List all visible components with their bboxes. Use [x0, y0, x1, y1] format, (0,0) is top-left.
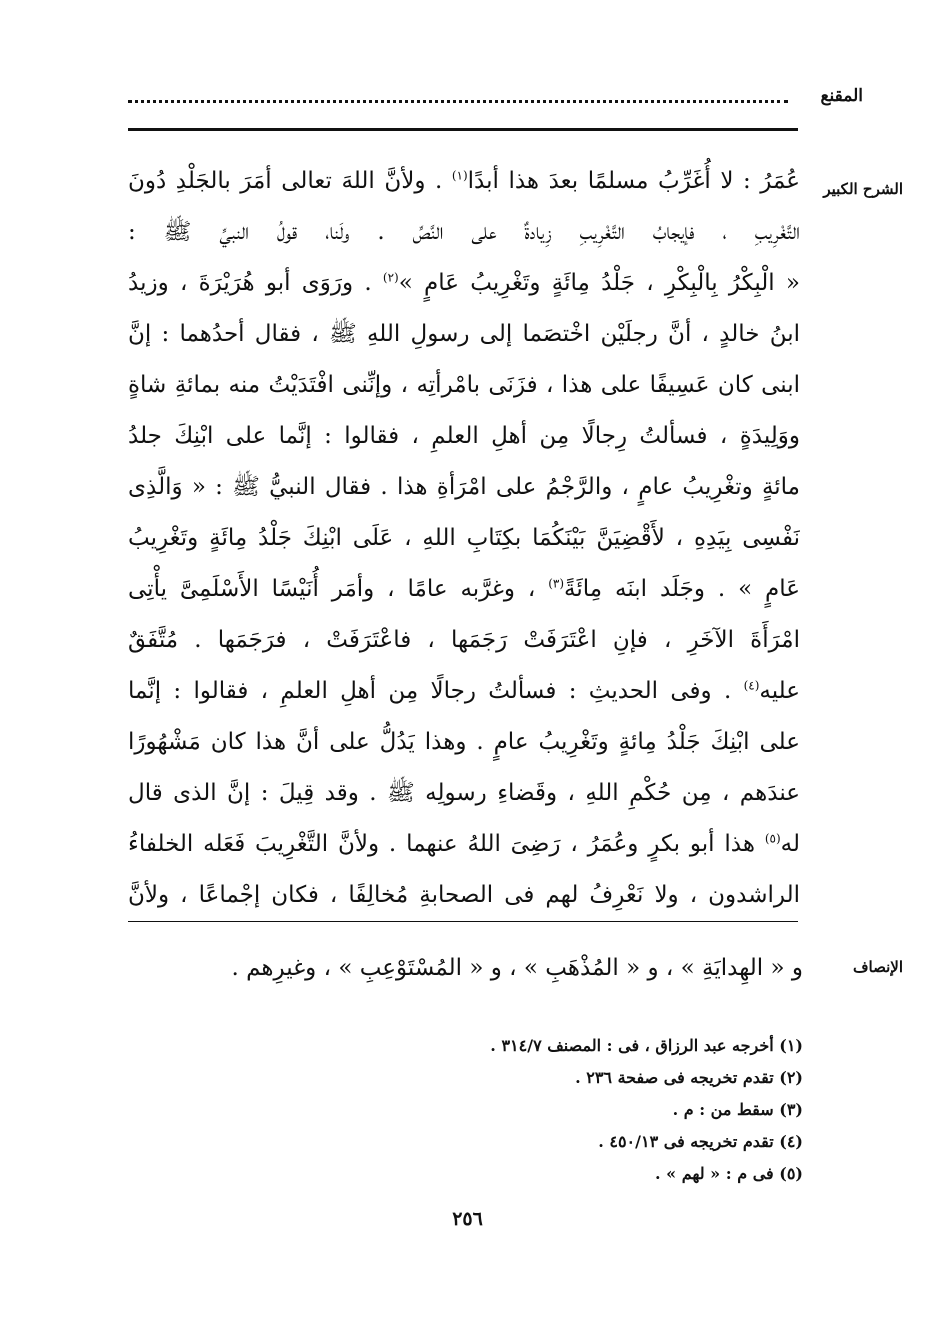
body-line — [128, 768, 800, 819]
body-line — [128, 615, 800, 666]
body-line-text: على ابْنِكَ جَلْدُ مِائةٍ وتَغْرِيبُ عامٍ . وهذا يَدُلُّ على أنَّ هذا كان مَشْهُورًا — [128, 729, 800, 755]
header-rule — [128, 128, 798, 131]
body-line-text: عَامٍ » . وجَلَد ابنَه مِائَةً — [564, 576, 800, 602]
body-line — [128, 360, 800, 411]
footnote: (٤) تقدم تخريجه فى ٤٥٠/١٣ . — [598, 1132, 803, 1151]
footnote: (٥) فى م : « لهم » . — [655, 1164, 803, 1183]
footnote-ref[interactable]: (٥) — [764, 831, 781, 846]
body-line-text: ، وغرَّبه عامًا ، وأمَر أُنَيْسًا الأَسْلَمِىَّ يأْتِى — [128, 576, 549, 602]
footnote-ref[interactable]: (٢) — [382, 270, 399, 285]
body-line-text: التَّغْرِيبِ ، فإيجابُ التَّغْرِيبِ زِيادةٌ على النَّصِّ . ولَنا، قولُ النبيِّ ﷺ : — [128, 219, 800, 245]
body-line — [128, 666, 800, 717]
body-line-text: « الْبِكْرُ بِالْبِكْرِ ، جَلْدُ مِائَةٍ وتَغْرِيبُ عَامٍ » — [398, 270, 800, 296]
body-line-text: . ولأنَّ اللهَ تعالى أمَرَ بالجَلْدِ دُونَ — [128, 168, 452, 194]
main-text — [128, 156, 800, 921]
footnote: (٢) تقدم تخريجه فى صفحة ٢٣٦ . — [575, 1068, 803, 1087]
body-line — [128, 207, 800, 258]
body-line-text: ابنى كان عَسِيفًا على هذا ، فزَنَى بامْرأتِه ، وإنِّنى افْتَدَيْتُ منه بمائةِ شاةٍ — [128, 372, 800, 398]
body-line — [128, 156, 800, 207]
margin-label-insaf: الإنصاف — [852, 958, 903, 976]
page-number: ٢٥٦ — [452, 1208, 483, 1230]
footnote: (٣) سقط من : م . — [672, 1100, 803, 1119]
body-line-text: الراشدون ، ولا نَعْرِفُ لهم فى الصحابةِ مُخالِفًا ، فكان إجْماعًا ، ولأنَّ — [128, 882, 800, 908]
footnote-ref[interactable]: (٤) — [743, 678, 760, 693]
footnote-ref[interactable]: (١) — [451, 168, 468, 183]
insaf-text: و « الهِدايَةِ » ، و « المُذْهَبِ » ، و « المُسْتَوْعِبِ » ، وغيرِهم . — [231, 955, 803, 981]
body-line — [128, 717, 800, 768]
body-line-text: ووَلِيدَةٍ ، فسألتُ رِجالًا مِن أهلِ العلمِ ، فقالوا : إنَّما على ابْنِكَ جلدُ — [128, 423, 800, 449]
body-line — [128, 411, 800, 462]
body-line — [128, 564, 800, 615]
body-line-text: له — [780, 831, 800, 857]
body-line-text: عندَهم ، مِن حُكْمِ اللهِ ، وقَضاءِ رسولِه ﷺ . وقد قِيلَ : إنَّ الذى قال — [128, 780, 800, 806]
body-line — [128, 258, 800, 309]
footnotes — [203, 1030, 803, 1190]
body-line — [128, 870, 800, 921]
body-separator-rule — [128, 921, 798, 922]
body-line-text: نَفْسِى بِيَدِهِ ، لأَقْضِيَنَّ بَيْنَكُمَا بكِتَابِ اللهِ ، عَلَى ابْنِكَ جَلْدُ مِائَةٍ وتَغْرِيبُ — [128, 525, 800, 551]
margin-label-sharh: الشرح الكبير — [823, 180, 903, 198]
body-line — [128, 819, 800, 870]
body-line-text: عليه — [759, 678, 800, 704]
body-line — [128, 513, 800, 564]
dot-leader — [128, 100, 788, 103]
body-line-text: ابنُ خالدٍ ، أنَّ رجلَيْن اخْتصَما إلى رسولِ اللهِ ﷺ ، فقال أحدُهما : إنَّ — [128, 321, 800, 347]
body-line-text: مائةٍ وتغْرِيبُ عامٍ ، والرَّجْمُ على امْرَأةِ هذا . فقال النبيُّ ﷺ : « وَالَّذِى — [128, 474, 800, 500]
body-line-text: امْرَأَةَ الآخَرِ ، فإنِ اعْتَرَفَتْ رَجَمَها ، فاعْتَرَفَتْ ، فرَجَمَها . مُتَّفَقٌ — [128, 627, 800, 653]
body-line-text: عُمَرُ : لا أُغَرِّبُ مسلمًا بعدَ هذا أبدًا — [467, 168, 800, 194]
body-line-text: . ورَوَى أبو هُرَيْرَةَ ، وزيدُ — [128, 270, 383, 296]
footnote-ref[interactable]: (٣) — [548, 576, 565, 591]
footnote: (١) أخرجه عبد الرزاق ، فى : المصنف ٣١٤/٧ . — [490, 1036, 803, 1055]
body-line — [128, 462, 800, 513]
body-line-text: هذا أبو بكرٍ وعُمَرُ ، رَضِىَ اللهُ عنهما . ولأنَّ التَّغْرِيبَ فَعَله الخلفاءُ — [128, 831, 765, 857]
body-line — [128, 309, 800, 360]
body-line-text: . وفى الحديثِ : فسألتُ رجالًا مِن أهلِ العلمِ ، فقالوا : إنَّما — [128, 678, 744, 704]
running-title: المقنع — [820, 86, 863, 106]
